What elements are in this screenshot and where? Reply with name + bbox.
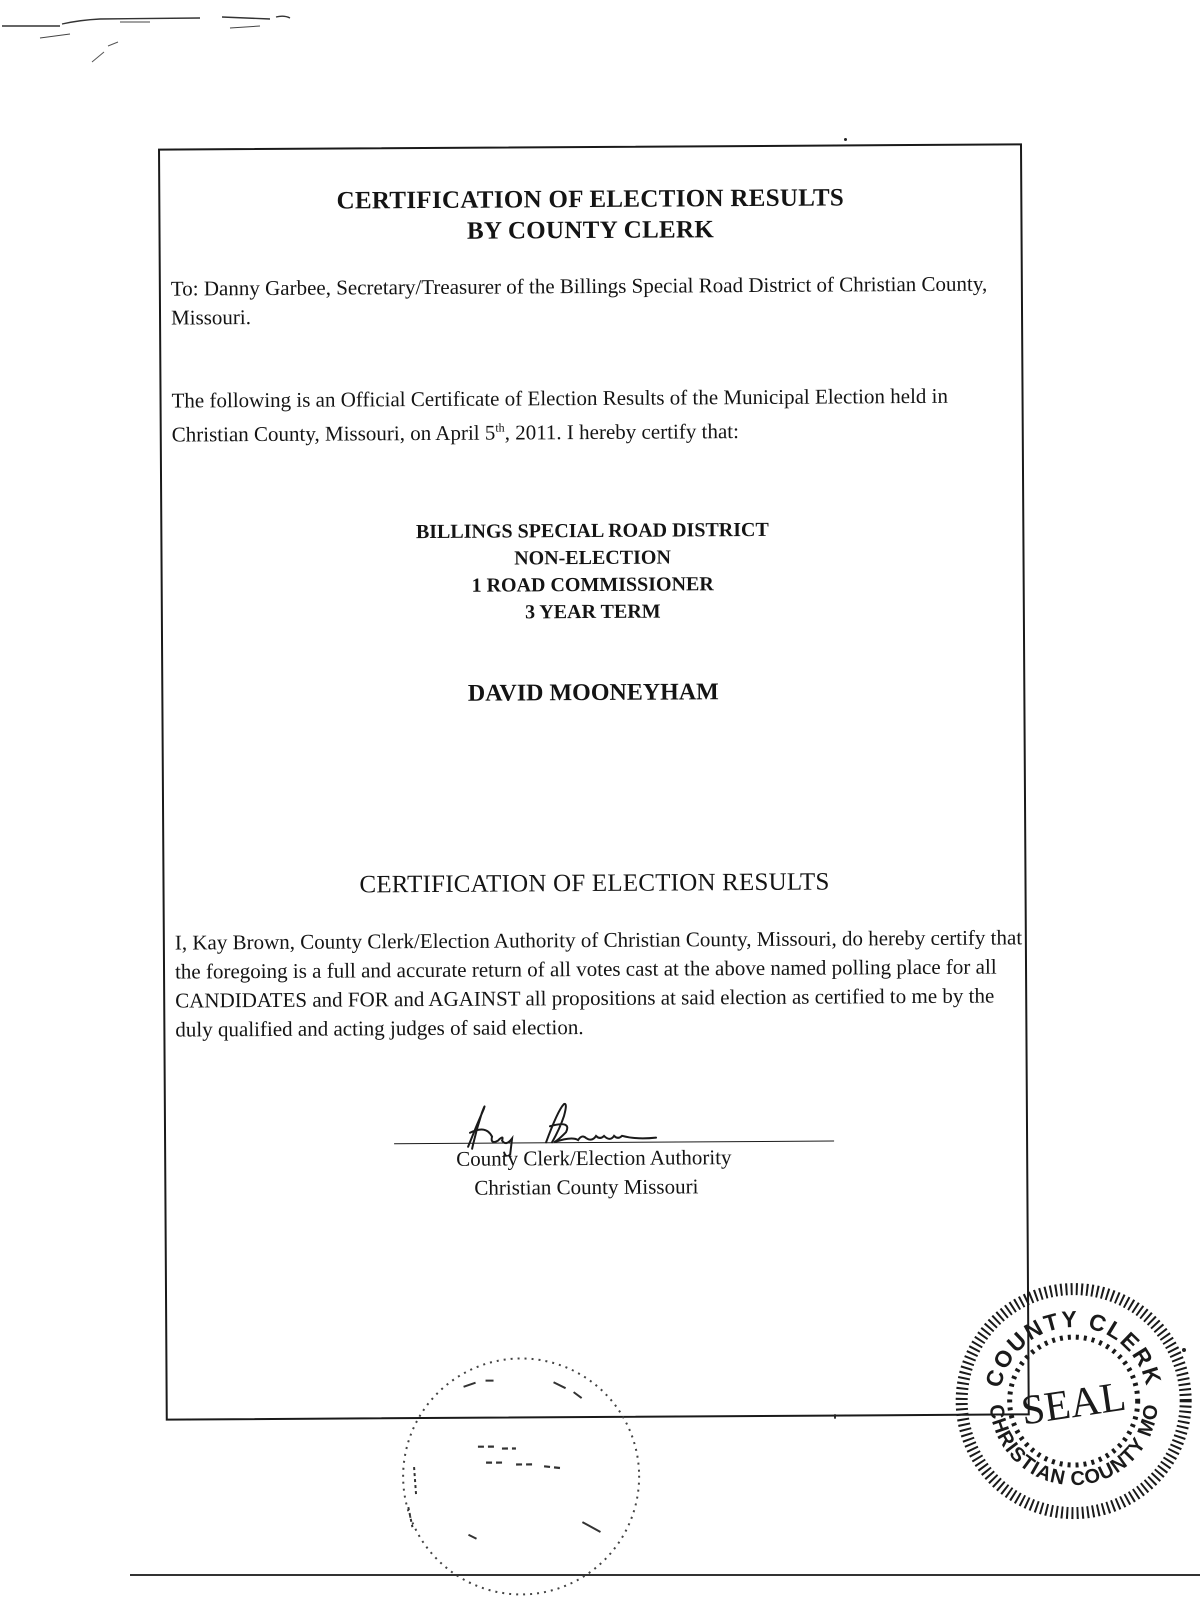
candidate-name: DAVID MOONEYHAM — [467, 679, 719, 707]
title-line-1: CERTIFICATION OF ELECTION RESULTS — [336, 184, 845, 215]
district-name: BILLINGS SPECIAL ROAD DISTRICT — [415, 518, 769, 544]
signer-title: County Clerk/Election Authority — [456, 1145, 732, 1171]
scan-speck — [844, 138, 847, 141]
election-type: NON-ELECTION — [514, 546, 671, 570]
embossed-seal — [385, 1346, 657, 1608]
scan-artifact-marks — [0, 0, 1200, 120]
position-title: 1 ROAD COMMISSIONER — [471, 573, 714, 597]
term-length: 3 YEAR TERM — [524, 600, 661, 624]
signer-jurisdiction: Christian County Missouri — [474, 1174, 699, 1200]
scan-speck — [1182, 1348, 1186, 1352]
signature-caption — [456, 1143, 796, 1203]
county-clerk-seal — [953, 1280, 1194, 1521]
seal-center-text: SEAL — [1018, 1373, 1129, 1435]
seal-top-text: COUNTY CLERK — [980, 1305, 1168, 1391]
page-bottom-edge — [130, 1574, 1200, 1576]
certification-heading: CERTIFICATION OF ELECTION RESULTS — [359, 868, 830, 899]
intro-paragraph — [171, 381, 1021, 449]
addressee-paragraph: To: Danny Garbee, Secretary/Treasurer of the Billings Special Road District of Christian County, Missouri. — [170, 271, 988, 330]
certificate-frame — [158, 143, 1168, 1491]
certification-paragraph: I, Kay Brown, County Clerk/Election Authority of Christian County, Missouri, do hereby certify that the foregoing is a full and accurate return of all votes cast at the above named polling place for all CANDIDATES and FOR and AGAINST all propositions at said election as certified to me by the duly qualified and acting judges of said election. — [174, 925, 1023, 1042]
seal-bottom-text: CHRISTIAN COUNTY MO — [984, 1402, 1163, 1491]
certificate-title — [160, 181, 1020, 248]
intro-text: The following is an Official Certificate of Election Results of the Municipal Election held in Christian County, Missouri, on April 5 — [171, 383, 949, 447]
intro-text-end: , 2011. I hereby certify that: — [504, 419, 739, 445]
office-block — [162, 515, 1023, 628]
scan-speck — [834, 1414, 836, 1419]
title-line-2: BY COUNTY CLERK — [466, 216, 715, 245]
ordinal-suffix: th — [495, 420, 505, 435]
